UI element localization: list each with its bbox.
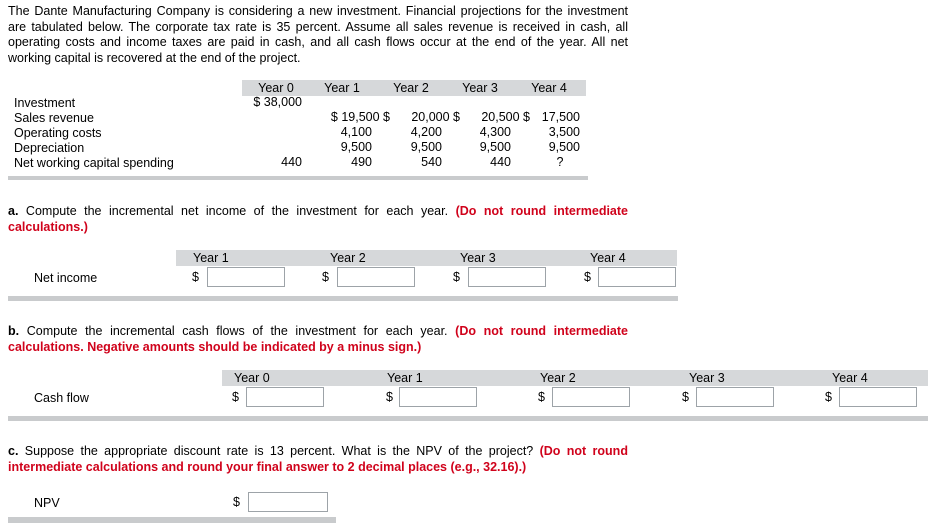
cash-flow-year-4-input[interactable]	[839, 387, 917, 407]
npv-input[interactable]	[248, 492, 328, 512]
cash-flow-label: Cash flow	[34, 391, 89, 405]
cell-dep-y2: 9,500	[410, 140, 442, 154]
answer-b-year-1: Year 1	[387, 371, 423, 385]
dollar-sign: $	[825, 390, 832, 404]
cash-flow-year-2-input[interactable]	[552, 387, 630, 407]
dollar-sign: $	[538, 390, 545, 404]
cell-dep-y4: 9,500	[548, 140, 580, 154]
cell-dep-y1: 9,500	[340, 140, 372, 154]
cell-opcost-y2: 4,200	[410, 125, 442, 139]
net-income-year-2-input[interactable]	[337, 267, 415, 287]
cash-flow-year-3-input[interactable]	[696, 387, 774, 407]
dollar-sign: $	[192, 270, 199, 284]
row-label-depreciation: Depreciation	[14, 141, 85, 155]
cell-sales-y2: 20,000 $	[411, 110, 460, 124]
answer-c-bottom-rule	[8, 517, 336, 523]
dollar-sign: $	[386, 390, 393, 404]
answer-a-year-2: Year 2	[330, 251, 366, 265]
cell-nwc-y3: 440	[490, 155, 511, 169]
cell-sales-y1: $ 19,500 $	[330, 110, 390, 124]
net-income-year-1-input[interactable]	[207, 267, 285, 287]
dollar-sign: $	[584, 270, 591, 284]
header-year-0: Year 0	[258, 81, 294, 95]
row-label-operating-costs: Operating costs	[14, 126, 102, 140]
dollar-sign: $	[322, 270, 329, 284]
cell-sales-y3: 20,500 $	[481, 110, 530, 124]
row-label-sales: Sales revenue	[14, 111, 94, 125]
answer-a-year-3: Year 3	[460, 251, 496, 265]
cash-flow-year-0-input[interactable]	[246, 387, 324, 407]
cell-nwc-y0: 440	[281, 155, 302, 169]
answer-b-bottom-rule	[8, 416, 928, 421]
cell-nwc-y2: 540	[421, 155, 442, 169]
net-income-label: Net income	[34, 271, 98, 285]
dollar-sign: $	[453, 270, 460, 284]
header-year-2: Year 2	[393, 81, 429, 95]
row-label-investment: Investment	[14, 96, 76, 110]
header-year-1: Year 1	[324, 81, 360, 95]
answer-b-year-0: Year 0	[234, 371, 270, 385]
answer-a-year-1: Year 1	[193, 251, 229, 265]
dollar-sign: $	[233, 495, 240, 509]
answer-b-year-2: Year 2	[540, 371, 576, 385]
cell-opcost-y4: 3,500	[548, 125, 580, 139]
answer-a-year-4: Year 4	[590, 251, 626, 265]
cell-sales-y4: 17,500	[541, 110, 580, 124]
question-a-hint: (Do not round intermediate calculations.)	[8, 204, 628, 234]
net-income-year-4-input[interactable]	[598, 267, 676, 287]
cell-opcost-y1: 4,100	[340, 125, 372, 139]
question-c-hint: (Do not round intermediate calculations and round your final answer to 2 decimal places (e.g., 32.16).)	[8, 444, 628, 474]
net-income-year-3-input[interactable]	[468, 267, 546, 287]
cell-nwc-y4: ?	[556, 155, 564, 169]
answer-b-year-4: Year 4	[832, 371, 868, 385]
row-label-nwc: Net working capital spending	[14, 156, 174, 170]
npv-label: NPV	[34, 496, 60, 510]
header-year-3: Year 3	[462, 81, 498, 95]
cell-opcost-y3: 4,300	[479, 125, 511, 139]
answer-a-bottom-rule	[8, 296, 678, 301]
question-b-hint: (Do not round intermediate calculations. Negative amounts should be indicated by a minus sign.)	[8, 324, 628, 354]
dollar-sign: $	[682, 390, 689, 404]
question-c: c. Suppose the appropriate discount rate is 13 percent. What is the NPV of the project? (Do not round intermediate calculations and round your final answer to 2 decimal places (e.g., 32.16).)	[8, 444, 628, 474]
question-a: a. Compute the incremental net income of the investment for each year. (Do not round intermediate calculations.)	[8, 204, 628, 234]
problem-intro: The Dante Manufacturing Company is considering a new investment. Financial projections for the investment are tabulated below. The corporate tax rate is 35 percent. Assume all sales revenue is received in cash, all operating costs and income taxes are paid in cash, and all cash flows occur at the end of the year. All net working capital is recovered at the end of the project.	[8, 4, 628, 65]
table-bottom-rule	[8, 176, 588, 180]
question-b: b. Compute the incremental cash flows of the investment for each year. (Do not round intermediate calculations. Negative amounts should be indicated by a minus sign.)	[8, 324, 628, 354]
cell-investment-y0: $ 38,000	[253, 95, 302, 109]
header-year-4: Year 4	[531, 81, 567, 95]
cell-dep-y3: 9,500	[479, 140, 511, 154]
cell-nwc-y1: 490	[351, 155, 372, 169]
dollar-sign: $	[232, 390, 239, 404]
cash-flow-year-1-input[interactable]	[399, 387, 477, 407]
answer-b-year-3: Year 3	[689, 371, 725, 385]
